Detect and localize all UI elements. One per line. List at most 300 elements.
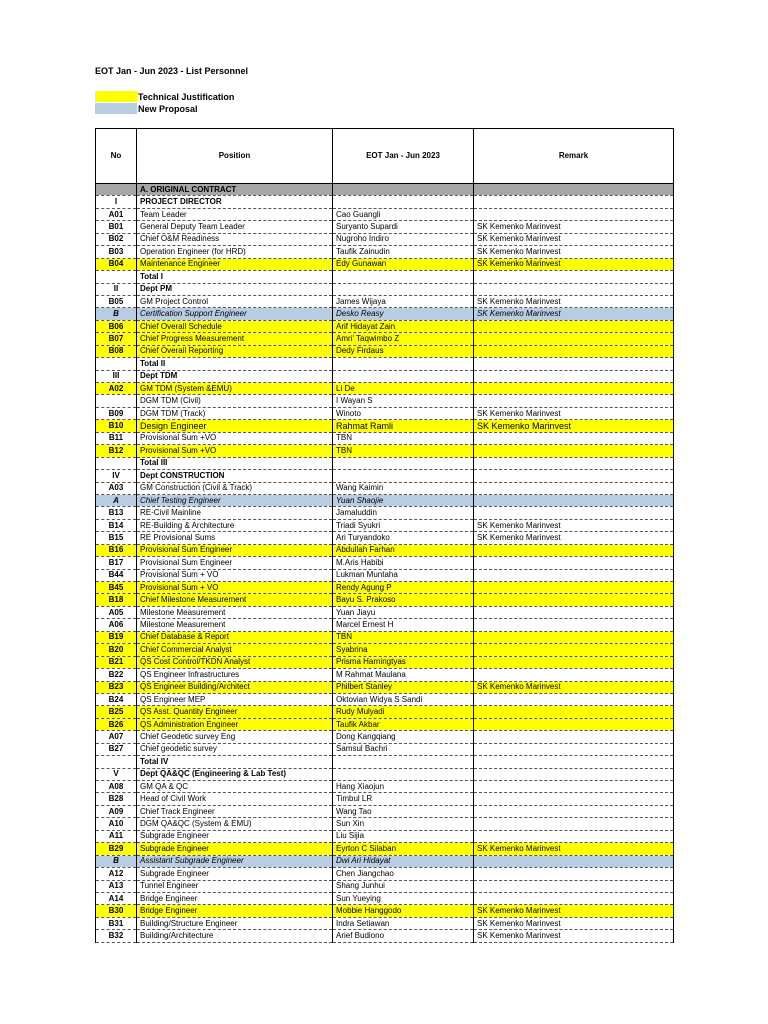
cell-remark xyxy=(474,345,674,357)
cell-name: Edy Gunawan xyxy=(333,258,474,270)
cell-remark xyxy=(474,619,674,631)
table-row xyxy=(96,781,674,793)
cell-remark xyxy=(474,793,674,805)
table-row xyxy=(96,295,674,307)
table-header-row xyxy=(96,129,674,184)
cell-no: A09 xyxy=(96,805,137,817)
table-row xyxy=(96,320,674,332)
cell-no: B26 xyxy=(96,718,137,730)
cell-no: B15 xyxy=(96,532,137,544)
cell-no: IV xyxy=(96,470,137,482)
cell-position: Certification Support Engineer xyxy=(137,308,333,320)
cell-no: B31 xyxy=(96,917,137,929)
cell-name: Rudy Mulyadi xyxy=(333,706,474,718)
table-row xyxy=(96,445,674,457)
cell-remark xyxy=(474,482,674,494)
table-row xyxy=(96,494,674,506)
section-row xyxy=(96,184,674,196)
cell-position: Provisional Sum Engineer xyxy=(137,544,333,556)
cell-remark: SK Kemenko Marinvest xyxy=(474,930,674,942)
cell-name: Wang Tao xyxy=(333,805,474,817)
table-row xyxy=(96,644,674,656)
cell-position: RE-Civil Mainline xyxy=(137,507,333,519)
cell-remark xyxy=(474,594,674,606)
cell-name: James Wijaya xyxy=(333,295,474,307)
cell-position: Milestone Measurement xyxy=(137,606,333,618)
cell-name: Hang Xiaojun xyxy=(333,781,474,793)
cell-position: A. ORIGINAL CONTRACT xyxy=(137,184,333,196)
table-row xyxy=(96,557,674,569)
cell-position: Chief geodetic survey xyxy=(137,743,333,755)
cell-position: Chief Overall Schedule xyxy=(137,320,333,332)
cell-remark xyxy=(474,569,674,581)
table-row xyxy=(96,669,674,681)
cell-no xyxy=(96,395,137,407)
cell-position: QS Asst. Quantity Engineer xyxy=(137,706,333,718)
cell-position: Chief Geodetic survey Eng xyxy=(137,731,333,743)
table-row xyxy=(96,718,674,730)
cell-position: Provisional Sum + VO xyxy=(137,569,333,581)
cell-position: Chief O&M Readiness xyxy=(137,233,333,245)
cell-remark: SK Kemenko Marinvest xyxy=(474,407,674,419)
cell-position: General Deputy Team Leader xyxy=(137,221,333,233)
cell-remark: SK Kemenko Marinvest xyxy=(474,420,674,432)
cell-no: B17 xyxy=(96,557,137,569)
cell-position: Provisional Sum + VO xyxy=(137,582,333,594)
legend-swatch-blue xyxy=(95,103,137,114)
table-row xyxy=(96,818,674,830)
cell-name: Jamaluddin xyxy=(333,507,474,519)
cell-position: Dept CONSTRUCTION xyxy=(137,470,333,482)
cell-remark xyxy=(474,756,674,768)
cell-name: Cao Guangli xyxy=(333,208,474,220)
cell-remark xyxy=(474,718,674,730)
cell-remark xyxy=(474,805,674,817)
cell-remark xyxy=(474,644,674,656)
table-row xyxy=(96,681,674,693)
cell-no: B23 xyxy=(96,681,137,693)
total-row xyxy=(96,457,674,469)
cell-remark xyxy=(474,358,674,370)
table-row xyxy=(96,706,674,718)
cell-name: Syabrina xyxy=(333,644,474,656)
cell-no: B27 xyxy=(96,743,137,755)
column-header-no: No xyxy=(96,129,137,184)
table-row xyxy=(96,619,674,631)
table-row xyxy=(96,233,674,245)
cell-remark xyxy=(474,208,674,220)
cell-position: Chief Testing Engineer xyxy=(137,494,333,506)
personnel-table xyxy=(95,128,674,943)
table-row xyxy=(96,606,674,618)
cell-name: Mobbie Hanggodo xyxy=(333,905,474,917)
cell-no: B05 xyxy=(96,295,137,307)
cell-position: DGM QA&QC (System & EMU) xyxy=(137,818,333,830)
cell-name: Samsul Bachri xyxy=(333,743,474,755)
cell-position: Total IV xyxy=(137,756,333,768)
cell-remark xyxy=(474,855,674,867)
department-row xyxy=(96,370,674,382)
cell-remark xyxy=(474,880,674,892)
table-row xyxy=(96,482,674,494)
table-row xyxy=(96,383,674,395)
cell-position: Chief Overall Reporting xyxy=(137,345,333,357)
cell-no: B20 xyxy=(96,644,137,656)
table-row xyxy=(96,656,674,668)
cell-position: Chief Commercial Analyst xyxy=(137,644,333,656)
cell-remark: SK Kemenko Marinvest xyxy=(474,308,674,320)
cell-position: Bridge Engineer xyxy=(137,905,333,917)
cell-name xyxy=(333,196,474,208)
cell-name: Liu Sijia xyxy=(333,830,474,842)
table-row xyxy=(96,843,674,855)
cell-remark xyxy=(474,768,674,780)
table-row xyxy=(96,258,674,270)
cell-name: Rendy Agung P xyxy=(333,582,474,594)
cell-no: B22 xyxy=(96,669,137,681)
cell-position: Operation Engineer (for HRD) xyxy=(137,246,333,258)
cell-name: Nugroho Indiro xyxy=(333,233,474,245)
cell-no: B11 xyxy=(96,432,137,444)
cell-remark xyxy=(474,743,674,755)
table-row xyxy=(96,693,674,705)
table-row xyxy=(96,855,674,867)
cell-position: Total III xyxy=(137,457,333,469)
cell-position: Dept TDM xyxy=(137,370,333,382)
cell-remark xyxy=(474,781,674,793)
total-row xyxy=(96,358,674,370)
cell-position: Building/Architecture xyxy=(137,930,333,942)
cell-remark: SK Kemenko Marinvest xyxy=(474,905,674,917)
cell-no: B21 xyxy=(96,656,137,668)
cell-no: B06 xyxy=(96,320,137,332)
cell-position: Tunnel Engineer xyxy=(137,880,333,892)
cell-name: M Rahmat Maulana xyxy=(333,669,474,681)
cell-position: Total II xyxy=(137,358,333,370)
cell-name: Abdullah Farhan xyxy=(333,544,474,556)
cell-remark: SK Kemenko Marinvest xyxy=(474,843,674,855)
table-row xyxy=(96,221,674,233)
cell-position: QS Engineer Building/Architect xyxy=(137,681,333,693)
cell-remark: SK Kemenko Marinvest xyxy=(474,233,674,245)
legend-label: New Proposal xyxy=(138,103,198,114)
cell-remark: SK Kemenko Marinvest xyxy=(474,519,674,531)
cell-remark: SK Kemenko Marinvest xyxy=(474,295,674,307)
cell-no: A xyxy=(96,494,137,506)
cell-remark xyxy=(474,557,674,569)
cell-position: QS Engineer MEP xyxy=(137,693,333,705)
cell-no xyxy=(96,184,137,196)
cell-no: A14 xyxy=(96,892,137,904)
department-row xyxy=(96,768,674,780)
cell-name: Oktovian Widya S Sandi xyxy=(333,693,474,705)
cell-remark xyxy=(474,333,674,345)
cell-position: Provisional Sum Engineer xyxy=(137,557,333,569)
table-row xyxy=(96,930,674,942)
cell-remark: SK Kemenko Marinvest xyxy=(474,917,674,929)
cell-name: Winoto xyxy=(333,407,474,419)
cell-position: Subgrade Engineer xyxy=(137,830,333,842)
cell-no: B13 xyxy=(96,507,137,519)
cell-remark xyxy=(474,283,674,295)
cell-remark xyxy=(474,731,674,743)
cell-position: Chief Track Engineer xyxy=(137,805,333,817)
total-row xyxy=(96,271,674,283)
cell-name: Eyrton C Silaban xyxy=(333,843,474,855)
cell-position: Total I xyxy=(137,271,333,283)
cell-remark xyxy=(474,383,674,395)
table-row xyxy=(96,631,674,643)
cell-name: Marcel Ernest H xyxy=(333,619,474,631)
table-row xyxy=(96,743,674,755)
cell-name xyxy=(333,370,474,382)
cell-position: Team Leader xyxy=(137,208,333,220)
cell-name xyxy=(333,271,474,283)
table-row xyxy=(96,917,674,929)
cell-remark: SK Kemenko Marinvest xyxy=(474,221,674,233)
cell-no: V xyxy=(96,768,137,780)
legend-swatch-yellow xyxy=(95,91,137,102)
department-row xyxy=(96,283,674,295)
cell-position: GM Construction (Civil & Track) xyxy=(137,482,333,494)
table-row xyxy=(96,519,674,531)
department-row xyxy=(96,470,674,482)
cell-name: Sun Xin xyxy=(333,818,474,830)
cell-name: TBN xyxy=(333,445,474,457)
cell-remark xyxy=(474,494,674,506)
cell-no: II xyxy=(96,283,137,295)
cell-remark: SK Kemenko Marinvest xyxy=(474,681,674,693)
cell-no: B xyxy=(96,308,137,320)
cell-remark xyxy=(474,196,674,208)
legend-new-proposal xyxy=(95,103,198,114)
cell-name xyxy=(333,768,474,780)
cell-position: Chief Database & Report xyxy=(137,631,333,643)
table-row xyxy=(96,905,674,917)
cell-position: GM TDM (System &EMU) xyxy=(137,383,333,395)
cell-remark xyxy=(474,470,674,482)
cell-position: QS Administration Engineer xyxy=(137,718,333,730)
table-row xyxy=(96,731,674,743)
cell-name: Indra Setiawan xyxy=(333,917,474,929)
table-row xyxy=(96,793,674,805)
cell-name: Philbert Stanley xyxy=(333,681,474,693)
cell-no: A03 xyxy=(96,482,137,494)
cell-position: Maintenance Engineer xyxy=(137,258,333,270)
cell-no: III xyxy=(96,370,137,382)
cell-name xyxy=(333,756,474,768)
cell-name: Triadi Syukri xyxy=(333,519,474,531)
cell-position: Bridge Engineer xyxy=(137,892,333,904)
table-row xyxy=(96,582,674,594)
cell-position: Chief Milestone Measurement xyxy=(137,594,333,606)
cell-no: B19 xyxy=(96,631,137,643)
cell-no xyxy=(96,756,137,768)
cell-position: Head of Civil Work xyxy=(137,793,333,805)
table-row xyxy=(96,830,674,842)
cell-position: GM Project Control xyxy=(137,295,333,307)
table-row xyxy=(96,395,674,407)
table-row xyxy=(96,345,674,357)
cell-remark xyxy=(474,818,674,830)
cell-name: Yuan Jiayu xyxy=(333,606,474,618)
table-row xyxy=(96,507,674,519)
cell-remark xyxy=(474,868,674,880)
cell-name: Amri' Taqwimbo Z xyxy=(333,333,474,345)
table-row xyxy=(96,880,674,892)
cell-remark: SK Kemenko Marinvest xyxy=(474,258,674,270)
cell-name: Rahmat Ramli xyxy=(333,420,474,432)
cell-no: A13 xyxy=(96,880,137,892)
cell-name: TBN xyxy=(333,432,474,444)
cell-position: Milestone Measurement xyxy=(137,619,333,631)
cell-remark xyxy=(474,395,674,407)
cell-remark xyxy=(474,432,674,444)
cell-no: B16 xyxy=(96,544,137,556)
table-row xyxy=(96,569,674,581)
cell-position: Design Engineer xyxy=(137,420,333,432)
cell-name: Ari Turyandoko xyxy=(333,532,474,544)
cell-no: B xyxy=(96,855,137,867)
cell-remark xyxy=(474,631,674,643)
cell-position: Dept QA&QC (Engineering & Lab Test) xyxy=(137,768,333,780)
cell-position: DGM TDM (Civil) xyxy=(137,395,333,407)
cell-name xyxy=(333,470,474,482)
table-body xyxy=(96,184,674,943)
cell-name: Li De xyxy=(333,383,474,395)
cell-no: B32 xyxy=(96,930,137,942)
cell-no: B08 xyxy=(96,345,137,357)
cell-no: A08 xyxy=(96,781,137,793)
cell-name: Dong Kangqiang xyxy=(333,731,474,743)
cell-position: QS Cost Control/TKDN Analyst xyxy=(137,656,333,668)
department-row xyxy=(96,196,674,208)
column-header-remark: Remark xyxy=(474,129,674,184)
cell-name: TBN xyxy=(333,631,474,643)
cell-name: Arif Hidayat Zain xyxy=(333,320,474,332)
column-header-position: Position xyxy=(137,129,333,184)
cell-no: B25 xyxy=(96,706,137,718)
cell-name: I Wayan S xyxy=(333,395,474,407)
cell-remark xyxy=(474,606,674,618)
cell-no: B01 xyxy=(96,221,137,233)
cell-no: A11 xyxy=(96,830,137,842)
cell-name: Arief Budiono xyxy=(333,930,474,942)
cell-name: Lukman Muntaha xyxy=(333,569,474,581)
cell-no: B44 xyxy=(96,569,137,581)
cell-no: A10 xyxy=(96,818,137,830)
cell-no: A12 xyxy=(96,868,137,880)
legend-label: Technical Justification xyxy=(138,91,235,102)
cell-no xyxy=(96,358,137,370)
cell-remark: SK Kemenko Marinvest xyxy=(474,246,674,258)
cell-position: DGM TDM (Track) xyxy=(137,407,333,419)
cell-no: B12 xyxy=(96,445,137,457)
cell-remark xyxy=(474,706,674,718)
legend-technical-justification xyxy=(95,91,234,102)
cell-remark xyxy=(474,544,674,556)
cell-remark xyxy=(474,693,674,705)
cell-position: RE-Building & Architecture xyxy=(137,519,333,531)
cell-name xyxy=(333,457,474,469)
table-row xyxy=(96,432,674,444)
cell-position: PROJECT DIRECTOR xyxy=(137,196,333,208)
cell-position: Provisional Sum +VO xyxy=(137,445,333,457)
cell-name: Shang Junhui xyxy=(333,880,474,892)
table-row xyxy=(96,208,674,220)
cell-no: A02 xyxy=(96,383,137,395)
cell-name: Chen Jiangchao xyxy=(333,868,474,880)
cell-no xyxy=(96,457,137,469)
document-title: EOT Jan - Jun 2023 - List Personnel xyxy=(95,66,249,76)
cell-position: Assistant Subgrade Engineer xyxy=(137,855,333,867)
cell-name: Sun Yueying xyxy=(333,892,474,904)
cell-position: Dept PM xyxy=(137,283,333,295)
cell-no: B09 xyxy=(96,407,137,419)
cell-position: RE Provisional Sums xyxy=(137,532,333,544)
cell-name xyxy=(333,358,474,370)
cell-position: QS Engineer Infrastructures xyxy=(137,669,333,681)
cell-no: A06 xyxy=(96,619,137,631)
cell-no: B02 xyxy=(96,233,137,245)
cell-no xyxy=(96,271,137,283)
table-row xyxy=(96,868,674,880)
cell-remark xyxy=(474,582,674,594)
cell-name: Taufik Akbar xyxy=(333,718,474,730)
cell-name: Wang Kaimin xyxy=(333,482,474,494)
cell-remark xyxy=(474,445,674,457)
cell-remark xyxy=(474,656,674,668)
cell-name: Yuan Shaojie xyxy=(333,494,474,506)
cell-no: A05 xyxy=(96,606,137,618)
cell-position: Subgrade Engineer xyxy=(137,843,333,855)
cell-name xyxy=(333,283,474,295)
cell-no: B07 xyxy=(96,333,137,345)
cell-remark: SK Kemenko Marinvest xyxy=(474,532,674,544)
table-row xyxy=(96,805,674,817)
table-row xyxy=(96,892,674,904)
cell-no: B18 xyxy=(96,594,137,606)
cell-remark xyxy=(474,830,674,842)
cell-no: B14 xyxy=(96,519,137,531)
cell-no: B24 xyxy=(96,693,137,705)
cell-name: Taufik Zainudin xyxy=(333,246,474,258)
cell-remark xyxy=(474,457,674,469)
cell-position: Provisional Sum +VO xyxy=(137,432,333,444)
cell-no: B30 xyxy=(96,905,137,917)
cell-name: M.Aris Habibi xyxy=(333,557,474,569)
cell-no: A01 xyxy=(96,208,137,220)
cell-remark xyxy=(474,507,674,519)
total-row xyxy=(96,756,674,768)
cell-no: B28 xyxy=(96,793,137,805)
cell-remark xyxy=(474,370,674,382)
column-header-eot: EOT Jan - Jun 2023 xyxy=(333,129,474,184)
table-row xyxy=(96,407,674,419)
cell-name: Dedy Firdaus xyxy=(333,345,474,357)
cell-no: B04 xyxy=(96,258,137,270)
cell-name: Suryanto Supardi xyxy=(333,221,474,233)
cell-position: Subgrade Engineer xyxy=(137,868,333,880)
table-row xyxy=(96,420,674,432)
cell-name xyxy=(333,184,474,196)
cell-no: B10 xyxy=(96,420,137,432)
cell-remark xyxy=(474,320,674,332)
cell-no: I xyxy=(96,196,137,208)
cell-name: Timbul LR xyxy=(333,793,474,805)
cell-no: B03 xyxy=(96,246,137,258)
table-row xyxy=(96,532,674,544)
